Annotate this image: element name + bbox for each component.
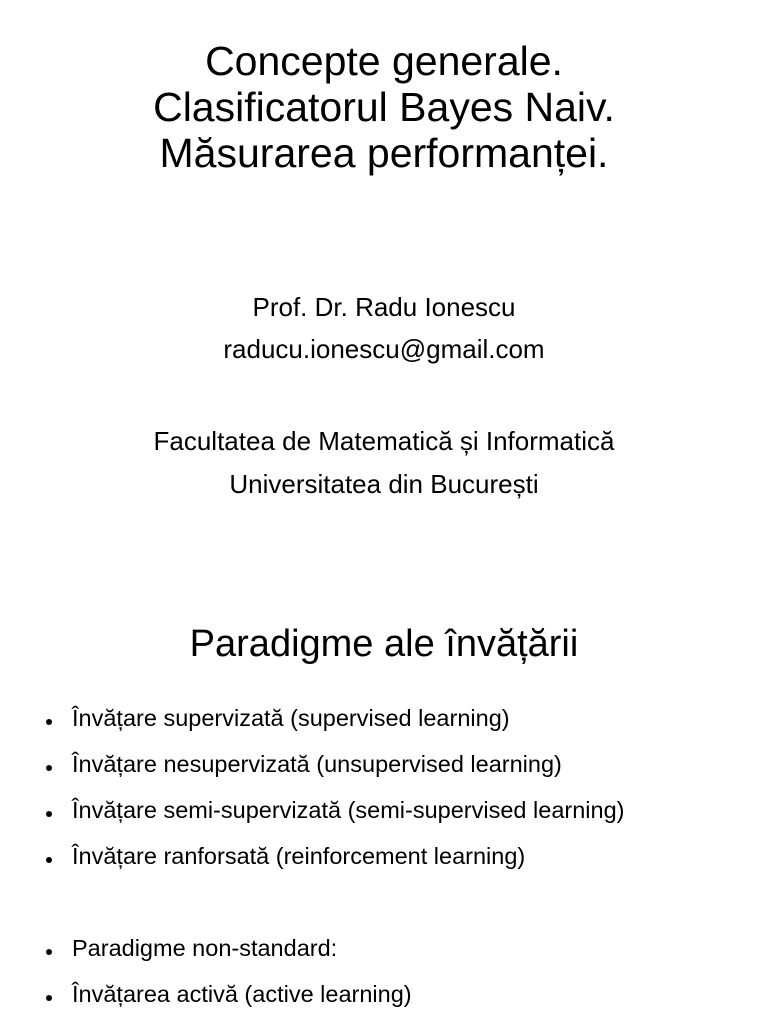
bullet-item [44, 934, 624, 980]
title-line: Clasificatorul Bayes Naiv. [153, 84, 615, 130]
bullet-item [44, 980, 624, 1026]
bullet-text: Învățare ranforsată (reinforcement learning) [72, 843, 526, 869]
bullet-icon [46, 765, 52, 771]
bullet-text: Învățare nesupervizată (unsupervised learning) [72, 751, 562, 777]
bullet-item [44, 842, 624, 888]
bullet-icon [46, 719, 52, 725]
faculty-name: Facultatea de Matematică și Informatică [153, 426, 615, 456]
university-name: Universitatea din București [229, 469, 539, 499]
bullet-text: Paradigme non-standard: [72, 935, 338, 961]
bullet-list [44, 704, 624, 1026]
bullet-item [44, 704, 624, 750]
slide-title [0, 38, 768, 176]
bullet-icon [46, 811, 52, 817]
author-email: raducu.ionescu@gmail.com [223, 334, 545, 364]
institution-block [0, 420, 768, 506]
bullet-text: Învățare supervizată (supervised learning) [72, 705, 510, 731]
title-line: Măsurarea performanței. [159, 130, 609, 176]
slide-title: Paradigme ale învățării [189, 623, 579, 665]
bullet-text: Învățarea activă (active learning) [72, 981, 412, 1007]
content-slide [0, 590, 768, 1024]
bullet-spacer [44, 888, 624, 934]
bullet-item [44, 750, 624, 796]
title-line: Concepte generale. [205, 38, 563, 84]
bullet-icon [46, 949, 52, 955]
bullet-icon [46, 995, 52, 1001]
bullet-item [44, 796, 624, 842]
author-name: Prof. Dr. Radu Ionescu [252, 292, 516, 322]
author-block [0, 286, 768, 370]
bullet-text: Învățare semi-supervizată (semi-supervised learning) [72, 797, 625, 823]
bullet-icon [46, 857, 52, 863]
